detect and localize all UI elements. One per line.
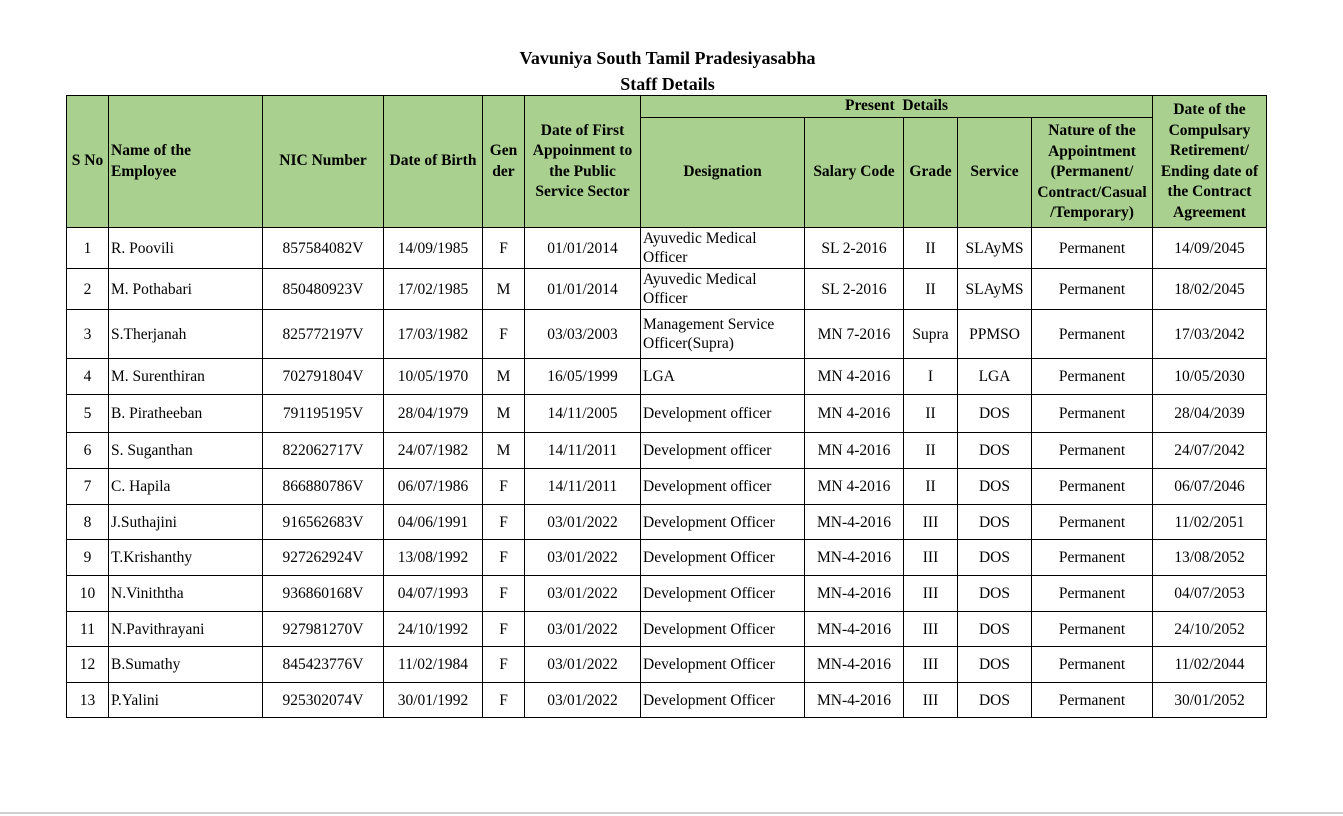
cell-service: DOS — [958, 647, 1032, 683]
cell-designation: Development Officer — [641, 576, 805, 612]
cell-dob: 11/02/1984 — [384, 647, 483, 683]
cell-sno: 5 — [67, 395, 109, 433]
cell-name: J.Suthajini — [109, 505, 263, 540]
cell-dob: 17/03/1982 — [384, 310, 483, 359]
cell-retirement: 18/02/2045 — [1153, 269, 1267, 310]
cell-gender: M — [483, 359, 525, 395]
cell-retirement: 24/07/2042 — [1153, 433, 1267, 469]
cell-retirement: 10/05/2030 — [1153, 359, 1267, 395]
document-subtitle: Staff Details — [620, 74, 715, 94]
cell-nature: Permanent — [1032, 359, 1153, 395]
cell-service: SLAyMS — [958, 269, 1032, 310]
cell-grade: Supra — [904, 310, 958, 359]
cell-service: SLAyMS — [958, 228, 1032, 269]
cell-first-appointment: 03/03/2003 — [525, 310, 641, 359]
cell-nature: Permanent — [1032, 269, 1153, 310]
cell-designation: Development Officer — [641, 683, 805, 718]
cell-retirement: 24/10/2052 — [1153, 612, 1267, 647]
cell-first-appointment: 16/05/1999 — [525, 359, 641, 395]
cell-dob: 14/09/1985 — [384, 228, 483, 269]
cell-nic: 825772197V — [263, 310, 384, 359]
cell-grade: II — [904, 469, 958, 505]
document-title: Vavuniya South Tamil Pradesiyasabha — [519, 48, 816, 68]
table-row — [67, 469, 1267, 505]
cell-gender: F — [483, 469, 525, 505]
cell-salary-code: MN 4-2016 — [805, 469, 904, 505]
cell-grade: II — [904, 433, 958, 469]
cell-retirement: 13/08/2052 — [1153, 540, 1267, 576]
table-header — [67, 96, 1267, 228]
cell-grade: II — [904, 269, 958, 310]
cell-retirement: 11/02/2051 — [1153, 505, 1267, 540]
cell-nature: Permanent — [1032, 469, 1153, 505]
cell-retirement: 17/03/2042 — [1153, 310, 1267, 359]
cell-sno: 12 — [67, 647, 109, 683]
header-service: Service — [958, 118, 1032, 228]
table-row — [67, 647, 1267, 683]
cell-gender: F — [483, 576, 525, 612]
cell-gender: F — [483, 683, 525, 718]
cell-dob: 30/01/1992 — [384, 683, 483, 718]
cell-designation: LGA — [641, 359, 805, 395]
cell-name: N.Pavithrayani — [109, 612, 263, 647]
cell-grade: III — [904, 505, 958, 540]
cell-salary-code: MN-4-2016 — [805, 576, 904, 612]
cell-nic: 850480923V — [263, 269, 384, 310]
cell-grade: III — [904, 540, 958, 576]
cell-grade: III — [904, 576, 958, 612]
cell-nature: Permanent — [1032, 576, 1153, 612]
cell-service: DOS — [958, 433, 1032, 469]
cell-dob: 24/07/1982 — [384, 433, 483, 469]
cell-name: C. Hapila — [109, 469, 263, 505]
cell-gender: F — [483, 310, 525, 359]
cell-sno: 7 — [67, 469, 109, 505]
cell-name: B.Sumathy — [109, 647, 263, 683]
cell-sno: 13 — [67, 683, 109, 718]
cell-nature: Permanent — [1032, 540, 1153, 576]
document-title-block — [0, 45, 1335, 97]
cell-first-appointment: 14/11/2011 — [525, 469, 641, 505]
header-sno: S No — [67, 96, 109, 228]
cell-dob: 10/05/1970 — [384, 359, 483, 395]
cell-grade: II — [904, 228, 958, 269]
cell-salary-code: MN 4-2016 — [805, 395, 904, 433]
cell-service: LGA — [958, 359, 1032, 395]
cell-designation: Ayuvedic Medical Officer — [641, 228, 805, 269]
cell-first-appointment: 03/01/2022 — [525, 647, 641, 683]
cell-sno: 2 — [67, 269, 109, 310]
cell-first-appointment: 03/01/2022 — [525, 683, 641, 718]
cell-nic: 927262924V — [263, 540, 384, 576]
cell-sno: 4 — [67, 359, 109, 395]
table-row — [67, 359, 1267, 395]
cell-designation: Development officer — [641, 433, 805, 469]
table-row — [67, 395, 1267, 433]
header-first-appointment: Date of First Appoinment to the Public Service Sector — [525, 96, 641, 228]
cell-nic: 936860168V — [263, 576, 384, 612]
table-row — [67, 310, 1267, 359]
cell-service: DOS — [958, 612, 1032, 647]
cell-sno: 1 — [67, 228, 109, 269]
cell-dob: 06/07/1986 — [384, 469, 483, 505]
header-grade: Grade — [904, 118, 958, 228]
cell-nic: 925302074V — [263, 683, 384, 718]
cell-grade: I — [904, 359, 958, 395]
cell-retirement: 06/07/2046 — [1153, 469, 1267, 505]
table-row — [67, 433, 1267, 469]
cell-name: T.Krishanthy — [109, 540, 263, 576]
cell-nature: Permanent — [1032, 647, 1153, 683]
cell-nic: 702791804V — [263, 359, 384, 395]
cell-first-appointment: 14/11/2005 — [525, 395, 641, 433]
cell-nature: Permanent — [1032, 612, 1153, 647]
cell-designation: Development officer — [641, 395, 805, 433]
cell-nic: 857584082V — [263, 228, 384, 269]
table-row — [67, 269, 1267, 310]
cell-name: S. Suganthan — [109, 433, 263, 469]
cell-gender: M — [483, 433, 525, 469]
cell-gender: F — [483, 505, 525, 540]
cell-gender: F — [483, 647, 525, 683]
cell-name: B. Piratheeban — [109, 395, 263, 433]
table-row — [67, 612, 1267, 647]
cell-gender: F — [483, 228, 525, 269]
cell-dob: 17/02/1985 — [384, 269, 483, 310]
cell-nic: 916562683V — [263, 505, 384, 540]
cell-grade: III — [904, 612, 958, 647]
cell-salary-code: MN-4-2016 — [805, 647, 904, 683]
cell-service: DOS — [958, 505, 1032, 540]
cell-grade: III — [904, 647, 958, 683]
cell-nature: Permanent — [1032, 433, 1153, 469]
cell-first-appointment: 03/01/2022 — [525, 540, 641, 576]
cell-first-appointment: 14/11/2011 — [525, 433, 641, 469]
cell-designation: Development Officer — [641, 540, 805, 576]
cell-nic: 845423776V — [263, 647, 384, 683]
cell-grade: II — [904, 395, 958, 433]
table-body — [67, 228, 1267, 718]
cell-grade: III — [904, 683, 958, 718]
table-row — [67, 683, 1267, 718]
cell-dob: 13/08/1992 — [384, 540, 483, 576]
header-gender: Gen der — [483, 96, 525, 228]
table-row — [67, 576, 1267, 612]
cell-salary-code: MN 7-2016 — [805, 310, 904, 359]
header-salary-code: Salary Code — [805, 118, 904, 228]
header-nature: Nature of the Appointment (Permanent/ Contract/Casual /Temporary) — [1032, 118, 1153, 228]
cell-designation: Development Officer — [641, 505, 805, 540]
cell-service: PPMSO — [958, 310, 1032, 359]
cell-first-appointment: 03/01/2022 — [525, 505, 641, 540]
table-row — [67, 228, 1267, 269]
cell-dob: 04/06/1991 — [384, 505, 483, 540]
header-designation: Designation — [641, 118, 805, 228]
cell-sno: 3 — [67, 310, 109, 359]
cell-salary-code: MN-4-2016 — [805, 683, 904, 718]
cell-service: DOS — [958, 683, 1032, 718]
cell-name: S.Therjanah — [109, 310, 263, 359]
cell-gender: F — [483, 540, 525, 576]
cell-salary-code: MN 4-2016 — [805, 359, 904, 395]
cell-gender: M — [483, 395, 525, 433]
cell-service: DOS — [958, 540, 1032, 576]
cell-nature: Permanent — [1032, 505, 1153, 540]
cell-retirement: 28/04/2039 — [1153, 395, 1267, 433]
cell-dob: 28/04/1979 — [384, 395, 483, 433]
cell-salary-code: SL 2-2016 — [805, 269, 904, 310]
cell-nic: 866880786V — [263, 469, 384, 505]
cell-designation: Development Officer — [641, 647, 805, 683]
cell-designation: Management Service Officer(Supra) — [641, 310, 805, 359]
cell-gender: F — [483, 612, 525, 647]
header-nic: NIC Number — [263, 96, 384, 228]
cell-sno: 11 — [67, 612, 109, 647]
cell-service: DOS — [958, 395, 1032, 433]
cell-first-appointment: 01/01/2014 — [525, 269, 641, 310]
cell-service: DOS — [958, 469, 1032, 505]
cell-designation: Development officer — [641, 469, 805, 505]
cell-name: R. Poovili — [109, 228, 263, 269]
cell-name: M. Pothabari — [109, 269, 263, 310]
cell-retirement: 11/02/2044 — [1153, 647, 1267, 683]
cell-sno: 9 — [67, 540, 109, 576]
cell-nature: Permanent — [1032, 683, 1153, 718]
cell-nature: Permanent — [1032, 228, 1153, 269]
header-row-top — [67, 96, 1267, 118]
header-retirement: Date of the Compulsary Retirement/ Ending date of the Contract Agreement — [1153, 96, 1267, 228]
cell-nic: 927981270V — [263, 612, 384, 647]
cell-nature: Permanent — [1032, 310, 1153, 359]
cell-first-appointment: 01/01/2014 — [525, 228, 641, 269]
cell-retirement: 14/09/2045 — [1153, 228, 1267, 269]
cell-salary-code: SL 2-2016 — [805, 228, 904, 269]
cell-nic: 791195195V — [263, 395, 384, 433]
cell-name: P.Yalini — [109, 683, 263, 718]
cell-nic: 822062717V — [263, 433, 384, 469]
cell-sno: 6 — [67, 433, 109, 469]
cell-nature: Permanent — [1032, 395, 1153, 433]
cell-first-appointment: 03/01/2022 — [525, 612, 641, 647]
cell-sno: 10 — [67, 576, 109, 612]
table-row — [67, 540, 1267, 576]
cell-name: N.Viniththa — [109, 576, 263, 612]
cell-service: DOS — [958, 576, 1032, 612]
staff-details-table — [66, 95, 1267, 718]
cell-name: M. Surenthiran — [109, 359, 263, 395]
cell-retirement: 04/07/2053 — [1153, 576, 1267, 612]
cell-designation: Ayuvedic Medical Officer — [641, 269, 805, 310]
cell-gender: M — [483, 269, 525, 310]
cell-sno: 8 — [67, 505, 109, 540]
cell-retirement: 30/01/2052 — [1153, 683, 1267, 718]
cell-salary-code: MN-4-2016 — [805, 540, 904, 576]
cell-first-appointment: 03/01/2022 — [525, 576, 641, 612]
page-divider — [0, 812, 1343, 814]
cell-designation: Development Officer — [641, 612, 805, 647]
cell-salary-code: MN-4-2016 — [805, 612, 904, 647]
cell-dob: 24/10/1992 — [384, 612, 483, 647]
cell-salary-code: MN-4-2016 — [805, 505, 904, 540]
header-dob: Date of Birth — [384, 96, 483, 228]
cell-dob: 04/07/1993 — [384, 576, 483, 612]
table-row — [67, 505, 1267, 540]
header-present-details: Present Details — [641, 96, 1153, 118]
header-name: Name of the Employee — [109, 96, 263, 228]
cell-salary-code: MN 4-2016 — [805, 433, 904, 469]
